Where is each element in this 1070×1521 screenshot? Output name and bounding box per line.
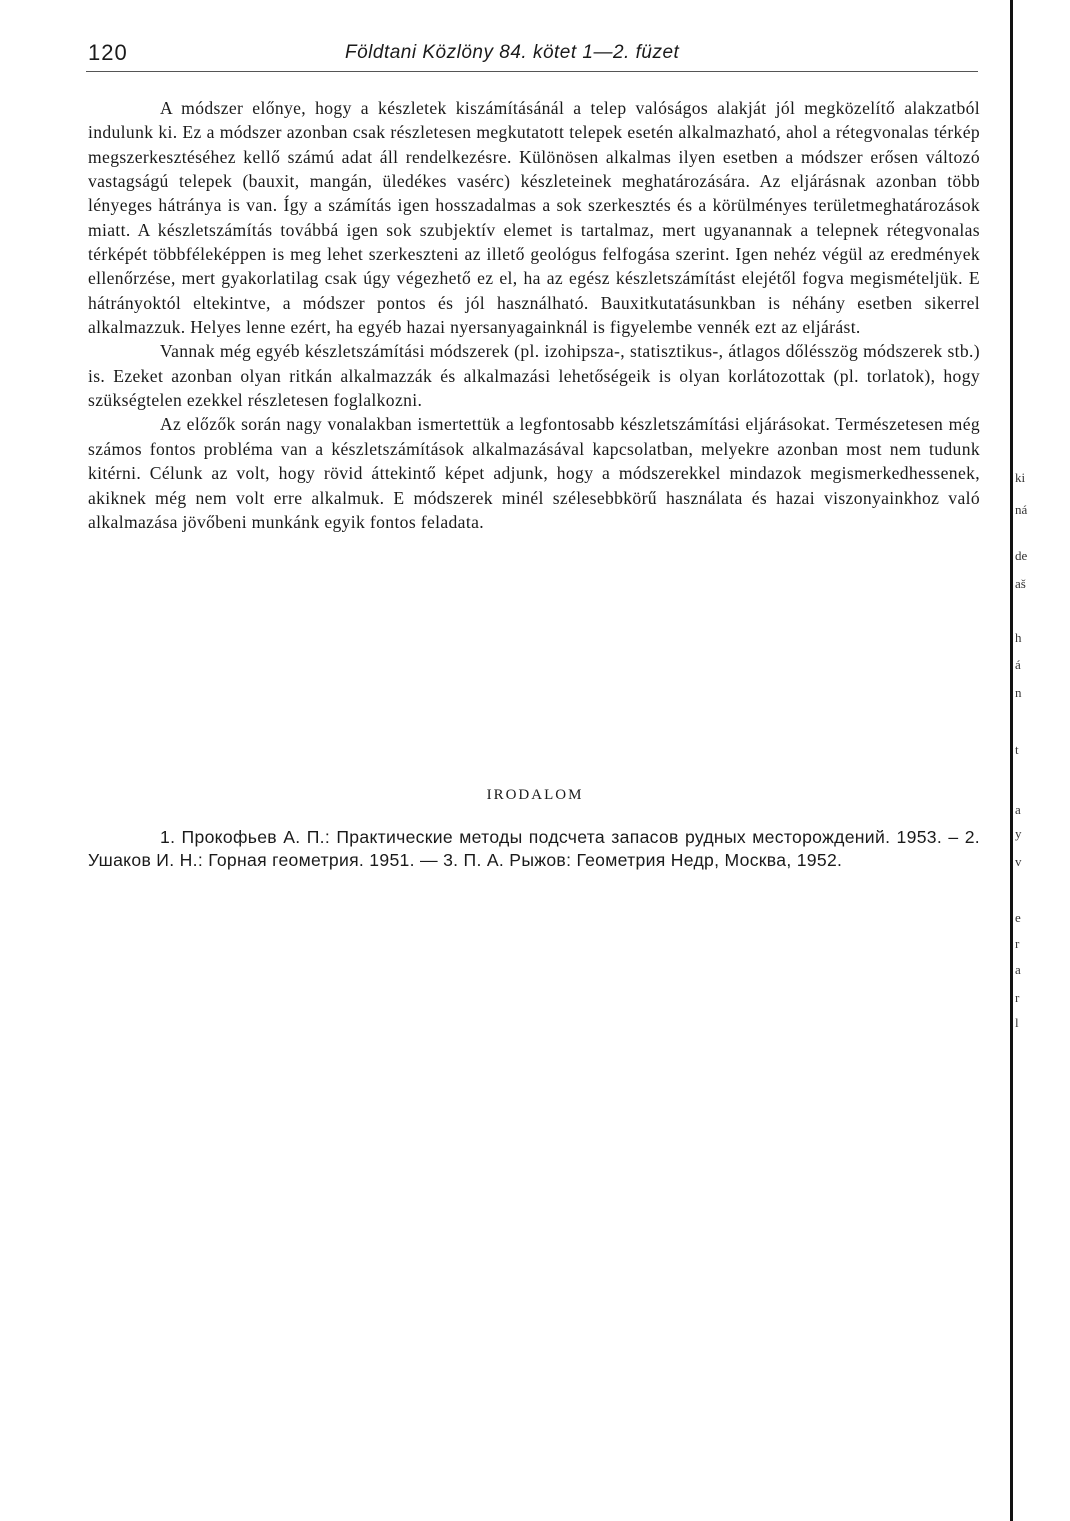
paragraph-summary: Az előzők során nagy vonalakban ismertettük a legfontosabb készletszámítási eljárásokat. Természetesen még számos fontos probléma van a készletszámítások alkalmazásával kapcsolatban, melyekre azonban most nem tudunk kitérni. Célunk az volt, hogy rövid áttekintő képet adjunk, hogy a módszerekkel mindazok megismerkedhessenek, akiknek még nem volt erre alkalmuk. E módszerek minél szélesebbkörű használata és hazai viszonyainkhoz való alkalmazása jövőbeni munkánk egyik fontos feladata. <box>88 414 980 532</box>
paragraph-method-advantages: A módszer előnye, hogy a készletek kiszámításánál a telep valóságos alakját jól megközelítő alakzatból indulunk ki. Ez a módszer azonban csak részletesen megkutatott telepek esetén alkalmazható, ahol a rétegvonalas térkép megszerkesztéséhez kellő számú adat áll rendelkezésre. Különösen alkalmas ilyen esetben a módszer erősen változó vastagságú telepek (bauxit, mangán, üledékes vasérc) készleteinek meghatározására. Az eljárásnak azonban több lényeges hátránya is van. Így a számítás igen hosszadalmas a sok szerkesztés és a körülményes területmeghatározások miatt. A készletszámítás továbbá igen sok szubjektív elemet is tartalmaz, mert ugyanannak a telepnek rétegvonalas térképét többféleképpen is meg lehet szerkeszteni az illető geológus felfogása szerint. Igen nehéz végül az eredmények ellenőrzése, mert gyakorlatilag csak úgy végezhető ez el, ha az egész készletszámítást elejétől fogva megismételjük. E hátrányoktól eltekintve, a módszer pontos és jól használható. Bauxitkutatásunkban is néhány esetben sikerrel alkalmazzuk. Helyes lenne ezért, ha egyéb hazai nyersanyagainknál is figyelembe vennék ezt az eljárást. <box>88 98 980 338</box>
margin-fragment: t <box>1015 742 1019 757</box>
paragraph-other-methods: Vannak még egyéb készletszámítási módszerek (pl. izohipsza-, statisztikus-, átlagos dőlésszög módszerek stb.) is. Ezeket azonban olyan ritkán alkalmazzák és alkalmazási lehetőségeik is olyan korlátozottak (pl. torlatok), hogy szükségtelen ezekkel részletesen foglalkozni. <box>88 341 980 411</box>
margin-fragment: a <box>1015 802 1021 817</box>
margin-fragment: e <box>1015 910 1021 925</box>
margin-fragment: ki <box>1015 470 1026 485</box>
margin-fragment: á <box>1015 657 1021 672</box>
body-text <box>88 96 980 534</box>
page-edge-rule <box>1010 0 1013 1521</box>
margin-fragment: r <box>1015 990 1020 1005</box>
page-number: 120 <box>88 40 128 65</box>
margin-fragment: n <box>1015 685 1022 700</box>
margin-fragment: l <box>1015 1015 1019 1030</box>
margin-fragment: r <box>1015 936 1020 951</box>
margin-fragment: v <box>1015 854 1022 869</box>
running-title: Földtani Közlöny 84. kötet 1—2. füzet <box>345 42 680 63</box>
page-header <box>88 40 983 72</box>
margin-fragment: h <box>1015 630 1022 645</box>
references-heading: IRODALOM <box>486 787 584 803</box>
adjacent-page-fragments <box>1015 470 1028 1030</box>
references-list: 1. Прокофьев А. П.: Практические методы подсчета запасов рудных месторождений. 1953. – 2. Ушаков И. Н.: Горная геометрия. 1951. — 3. П. А. Рыжов: Геометрия Недр, Москва, 1952. <box>88 827 980 870</box>
header-rule <box>86 71 978 72</box>
margin-fragment: ná <box>1015 502 1028 517</box>
margin-fragment: a <box>1015 962 1021 977</box>
margin-fragment: y <box>1015 826 1022 841</box>
margin-fragment: de <box>1015 548 1028 563</box>
margin-fragment: aš <box>1015 576 1026 591</box>
